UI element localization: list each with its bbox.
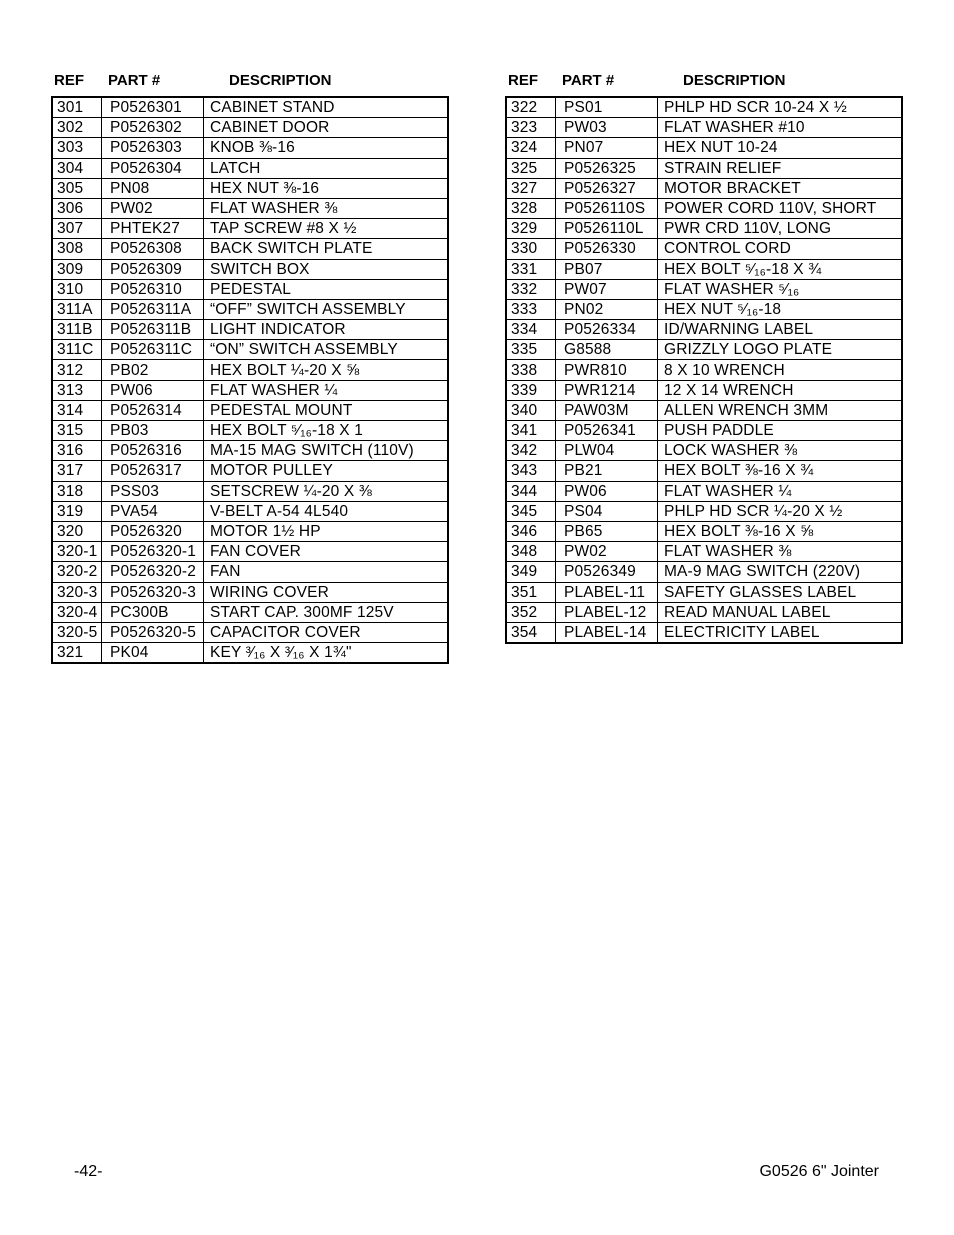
ref-cell: 329 <box>506 219 556 239</box>
part-number-cell: PLABEL-12 <box>556 602 658 622</box>
description-cell: MA-9 MAG SWITCH (220V) <box>658 562 903 582</box>
part-number-cell: PB02 <box>102 360 204 380</box>
description-cell: MOTOR BRACKET <box>658 178 903 198</box>
ref-cell: 346 <box>506 521 556 541</box>
table-row <box>52 279 448 299</box>
table-row <box>52 299 448 319</box>
table-row <box>52 380 448 400</box>
description-cell: TAP SCREW #8 X ½ <box>204 219 449 239</box>
table-row <box>52 320 448 340</box>
description-cell: PUSH PADDLE <box>658 421 903 441</box>
description-cell: READ MANUAL LABEL <box>658 602 903 622</box>
table-row <box>52 562 448 582</box>
ref-cell: 325 <box>506 158 556 178</box>
part-number-cell: PLW04 <box>556 441 658 461</box>
description-cell: PEDESTAL MOUNT <box>204 400 449 420</box>
ref-cell: 311C <box>52 340 102 360</box>
ref-cell: 344 <box>506 481 556 501</box>
description-cell: PEDESTAL <box>204 279 449 299</box>
description-cell: LIGHT INDICATOR <box>204 320 449 340</box>
description-cell: FLAT WASHER ⁵⁄₁₆ <box>658 279 903 299</box>
description-cell: 8 X 10 WRENCH <box>658 360 903 380</box>
part-number-cell: PN07 <box>556 138 658 158</box>
table-row <box>52 643 448 664</box>
table-row <box>506 602 902 622</box>
ref-cell: 317 <box>52 461 102 481</box>
table-row <box>52 219 448 239</box>
ref-cell: 320-4 <box>52 602 102 622</box>
part-number-cell: PS04 <box>556 501 658 521</box>
description-cell: SAFETY GLASSES LABEL <box>658 582 903 602</box>
part-number-cell: P0526320-2 <box>102 562 204 582</box>
ref-cell: 311A <box>52 299 102 319</box>
header-part-number: PART # <box>108 72 161 89</box>
table-row <box>506 380 902 400</box>
table-row <box>506 299 902 319</box>
description-cell: MA-15 MAG SWITCH (110V) <box>204 441 449 461</box>
ref-cell: 314 <box>52 400 102 420</box>
table-row <box>506 441 902 461</box>
description-cell: “OFF” SWITCH ASSEMBLY <box>204 299 449 319</box>
part-number-cell: P0526320-1 <box>102 542 204 562</box>
ref-cell: 354 <box>506 622 556 643</box>
description-cell: WIRING COVER <box>204 582 449 602</box>
table-row <box>506 320 902 340</box>
ref-cell: 310 <box>52 279 102 299</box>
ref-cell: 320-3 <box>52 582 102 602</box>
part-number-cell: PB03 <box>102 421 204 441</box>
ref-cell: 309 <box>52 259 102 279</box>
table-row <box>52 97 448 118</box>
description-cell: HEX NUT ⅜-16 <box>204 178 449 198</box>
parts-list-right <box>505 96 903 644</box>
header-ref: REF <box>54 72 84 89</box>
table-row <box>52 340 448 360</box>
part-number-cell: P0526320-3 <box>102 582 204 602</box>
table-row <box>52 582 448 602</box>
table-row <box>52 118 448 138</box>
ref-cell: 322 <box>506 97 556 118</box>
table-row <box>506 542 902 562</box>
ref-cell: 335 <box>506 340 556 360</box>
table-row <box>506 481 902 501</box>
table-row <box>506 421 902 441</box>
ref-cell: 318 <box>52 481 102 501</box>
part-number-cell: PN08 <box>102 178 204 198</box>
description-cell: FAN COVER <box>204 542 449 562</box>
table-row <box>506 219 902 239</box>
table-row <box>52 602 448 622</box>
description-cell: LATCH <box>204 158 449 178</box>
table-row <box>506 622 902 643</box>
description-cell: FLAT WASHER ⅜ <box>204 198 449 218</box>
part-number-cell: P0526316 <box>102 441 204 461</box>
description-cell: SWITCH BOX <box>204 259 449 279</box>
table-row <box>506 501 902 521</box>
part-number-cell: P0526302 <box>102 118 204 138</box>
part-number-cell: PS01 <box>556 97 658 118</box>
part-number-cell: PVA54 <box>102 501 204 521</box>
description-cell: CONTROL CORD <box>658 239 903 259</box>
part-number-cell: P0526310 <box>102 279 204 299</box>
ref-cell: 334 <box>506 320 556 340</box>
ref-cell: 339 <box>506 380 556 400</box>
table-row <box>52 400 448 420</box>
ref-cell: 316 <box>52 441 102 461</box>
table-row <box>506 138 902 158</box>
description-cell: PWR CRD 110V, LONG <box>658 219 903 239</box>
part-number-cell: P0526311B <box>102 320 204 340</box>
table-row <box>506 400 902 420</box>
description-cell: LOCK WASHER ⅜ <box>658 441 903 461</box>
table-row <box>52 360 448 380</box>
description-cell: V-BELT A-54 4L540 <box>204 501 449 521</box>
table-row <box>506 97 902 118</box>
table-row <box>506 239 902 259</box>
description-cell: BACK SWITCH PLATE <box>204 239 449 259</box>
part-number-cell: G8588 <box>556 340 658 360</box>
part-number-cell: PB07 <box>556 259 658 279</box>
parts-table-left <box>51 70 449 664</box>
ref-cell: 302 <box>52 118 102 138</box>
ref-cell: 303 <box>52 138 102 158</box>
part-number-cell: P0526320 <box>102 521 204 541</box>
part-number-cell: PW03 <box>556 118 658 138</box>
ref-cell: 324 <box>506 138 556 158</box>
description-cell: HEX BOLT ⁵⁄₁₆-18 X ¾ <box>658 259 903 279</box>
ref-cell: 308 <box>52 239 102 259</box>
part-number-cell: P0526327 <box>556 178 658 198</box>
ref-cell: 320-1 <box>52 542 102 562</box>
ref-cell: 305 <box>52 178 102 198</box>
ref-cell: 306 <box>52 198 102 218</box>
header-description: DESCRIPTION <box>683 72 786 89</box>
ref-cell: 331 <box>506 259 556 279</box>
table-row <box>52 239 448 259</box>
part-number-cell: PW07 <box>556 279 658 299</box>
ref-cell: 348 <box>506 542 556 562</box>
part-number-cell: PWR1214 <box>556 380 658 400</box>
ref-cell: 320 <box>52 521 102 541</box>
description-cell: MOTOR 1½ HP <box>204 521 449 541</box>
ref-cell: 330 <box>506 239 556 259</box>
table-row <box>52 461 448 481</box>
table-row <box>506 521 902 541</box>
ref-cell: 319 <box>52 501 102 521</box>
table-row <box>52 441 448 461</box>
description-cell: FLAT WASHER #10 <box>658 118 903 138</box>
table-row <box>506 198 902 218</box>
description-cell: CABINET DOOR <box>204 118 449 138</box>
description-cell: KEY ³⁄₁₆ X ³⁄₁₆ X 1¾" <box>204 643 449 664</box>
ref-cell: 320-5 <box>52 622 102 642</box>
description-cell: ALLEN WRENCH 3MM <box>658 400 903 420</box>
part-number-cell: PLABEL-14 <box>556 622 658 643</box>
table-row <box>52 622 448 642</box>
ref-cell: 311B <box>52 320 102 340</box>
table-row <box>506 279 902 299</box>
ref-cell: 342 <box>506 441 556 461</box>
description-cell: ELECTRICITY LABEL <box>658 622 903 643</box>
description-cell: POWER CORD 110V, SHORT <box>658 198 903 218</box>
part-number-cell: P0526311A <box>102 299 204 319</box>
part-number-cell: P0526304 <box>102 158 204 178</box>
description-cell: 12 X 14 WRENCH <box>658 380 903 400</box>
table-row <box>52 138 448 158</box>
description-cell: FAN <box>204 562 449 582</box>
part-number-cell: P0526314 <box>102 400 204 420</box>
part-number-cell: P0526334 <box>556 320 658 340</box>
description-cell: FLAT WASHER ⅜ <box>658 542 903 562</box>
part-number-cell: PSS03 <box>102 481 204 501</box>
description-cell: “ON” SWITCH ASSEMBLY <box>204 340 449 360</box>
table-row <box>52 481 448 501</box>
part-number-cell: PW06 <box>102 380 204 400</box>
description-cell: CAPACITOR COVER <box>204 622 449 642</box>
part-number-cell: P0526349 <box>556 562 658 582</box>
ref-cell: 323 <box>506 118 556 138</box>
table-row <box>52 501 448 521</box>
part-number-cell: PW02 <box>102 198 204 218</box>
ref-cell: 352 <box>506 602 556 622</box>
description-cell: CABINET STAND <box>204 97 449 118</box>
ref-cell: 304 <box>52 158 102 178</box>
table-row <box>506 461 902 481</box>
part-number-cell: PC300B <box>102 602 204 622</box>
ref-cell: 307 <box>52 219 102 239</box>
part-number-cell: PN02 <box>556 299 658 319</box>
ref-cell: 338 <box>506 360 556 380</box>
ref-cell: 328 <box>506 198 556 218</box>
parts-table-right <box>505 70 903 644</box>
part-number-cell: P0526309 <box>102 259 204 279</box>
part-number-cell: P0526330 <box>556 239 658 259</box>
ref-cell: 332 <box>506 279 556 299</box>
table-row <box>506 340 902 360</box>
header-description: DESCRIPTION <box>229 72 332 89</box>
ref-cell: 333 <box>506 299 556 319</box>
description-cell: HEX NUT 10-24 <box>658 138 903 158</box>
table-row <box>506 158 902 178</box>
part-number-cell: P0526320-5 <box>102 622 204 642</box>
part-number-cell: PW06 <box>556 481 658 501</box>
description-cell: START CAP. 300MF 125V <box>204 602 449 622</box>
table-row <box>52 259 448 279</box>
part-number-cell: PLABEL-11 <box>556 582 658 602</box>
table-row <box>506 259 902 279</box>
ref-cell: 343 <box>506 461 556 481</box>
ref-cell: 312 <box>52 360 102 380</box>
parts-list-left <box>51 96 449 664</box>
table-header <box>51 70 449 96</box>
table-row <box>52 158 448 178</box>
part-number-cell: PWR810 <box>556 360 658 380</box>
description-cell: ID/WARNING LABEL <box>658 320 903 340</box>
description-cell: HEX BOLT ¼-20 X ⅝ <box>204 360 449 380</box>
table-row <box>52 178 448 198</box>
document-title: G0526 6" Jointer <box>759 1163 879 1180</box>
description-cell: HEX BOLT ⅜-16 X ⅝ <box>658 521 903 541</box>
description-cell: FLAT WASHER ¼ <box>658 481 903 501</box>
table-row <box>506 360 902 380</box>
header-ref: REF <box>508 72 538 89</box>
part-number-cell: PB21 <box>556 461 658 481</box>
part-number-cell: PHTEK27 <box>102 219 204 239</box>
description-cell: HEX NUT ⁵⁄₁₆-18 <box>658 299 903 319</box>
page-number: -42- <box>74 1163 103 1180</box>
table-row <box>52 198 448 218</box>
table-row <box>52 421 448 441</box>
table-row <box>506 582 902 602</box>
ref-cell: 351 <box>506 582 556 602</box>
part-number-cell: PB65 <box>556 521 658 541</box>
ref-cell: 327 <box>506 178 556 198</box>
ref-cell: 341 <box>506 421 556 441</box>
description-cell: GRIZZLY LOGO PLATE <box>658 340 903 360</box>
header-part-number: PART # <box>562 72 615 89</box>
part-number-cell: P0526110L <box>556 219 658 239</box>
description-cell: PHLP HD SCR ¼-20 X ½ <box>658 501 903 521</box>
table-row <box>506 118 902 138</box>
part-number-cell: PK04 <box>102 643 204 664</box>
table-row <box>506 178 902 198</box>
ref-cell: 315 <box>52 421 102 441</box>
description-cell: SETSCREW ¼-20 X ⅜ <box>204 481 449 501</box>
ref-cell: 313 <box>52 380 102 400</box>
ref-cell: 340 <box>506 400 556 420</box>
part-number-cell: P0526325 <box>556 158 658 178</box>
ref-cell: 349 <box>506 562 556 582</box>
part-number-cell: P0526110S <box>556 198 658 218</box>
table-header <box>505 70 903 96</box>
ref-cell: 301 <box>52 97 102 118</box>
part-number-cell: P0526311C <box>102 340 204 360</box>
description-cell: HEX BOLT ⁵⁄₁₆-18 X 1 <box>204 421 449 441</box>
part-number-cell: P0526341 <box>556 421 658 441</box>
table-row <box>52 542 448 562</box>
part-number-cell: PW02 <box>556 542 658 562</box>
description-cell: KNOB ⅜-16 <box>204 138 449 158</box>
part-number-cell: P0526308 <box>102 239 204 259</box>
ref-cell: 345 <box>506 501 556 521</box>
table-row <box>52 521 448 541</box>
description-cell: STRAIN RELIEF <box>658 158 903 178</box>
ref-cell: 321 <box>52 643 102 664</box>
part-number-cell: P0526303 <box>102 138 204 158</box>
ref-cell: 320-2 <box>52 562 102 582</box>
description-cell: HEX BOLT ⅜-16 X ¾ <box>658 461 903 481</box>
description-cell: MOTOR PULLEY <box>204 461 449 481</box>
description-cell: FLAT WASHER ¼ <box>204 380 449 400</box>
part-number-cell: PAW03M <box>556 400 658 420</box>
table-row <box>506 562 902 582</box>
part-number-cell: P0526317 <box>102 461 204 481</box>
description-cell: PHLP HD SCR 10-24 X ½ <box>658 97 903 118</box>
part-number-cell: P0526301 <box>102 97 204 118</box>
